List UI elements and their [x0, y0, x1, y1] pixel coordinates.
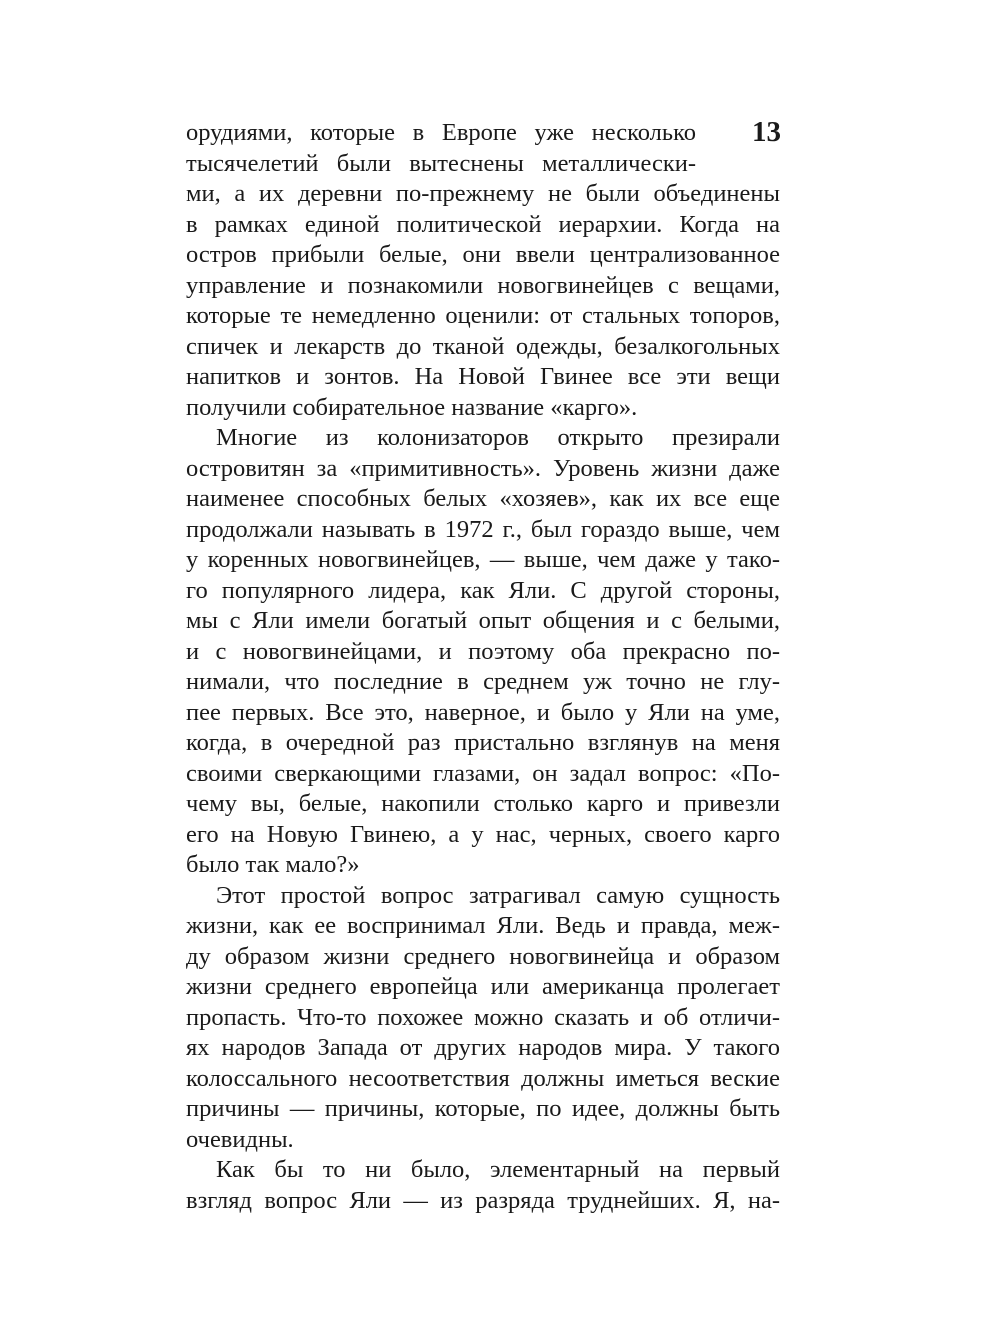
page-number: 13: [752, 116, 781, 148]
paragraph-first-line: Этот простой вопрос затрагивал самую сущность: [216, 881, 780, 909]
text-line: причины — причины, которые, по идее, должны быть: [186, 1095, 780, 1122]
text-line: было так мало?»: [186, 851, 360, 878]
text-line: ду образом жизни среднего новогвинейца и образом: [186, 942, 780, 970]
text-line: которые те немедленно оценили: от стальных топоров,: [186, 302, 780, 329]
text-line: в рамках единой политической иерархии. Когда на: [186, 210, 780, 238]
text-line: жизни среднего европейца или американца пролегает: [186, 973, 780, 1000]
text-line: своими сверкающими глазами, он задал вопрос: «По-: [186, 759, 780, 787]
paragraph-first-line: Многие из колонизаторов открыто презирали: [216, 424, 780, 451]
body-text: [186, 118, 780, 1216]
text-line: очевидны.: [186, 1125, 294, 1153]
text-line: продолжали называть в 1972 г., был гораздо выше, чем: [186, 515, 780, 543]
text-line: наименее способных белых «хозяев», как их все еще: [186, 485, 780, 512]
text-line: го популярного лидера, как Яли. С другой стороны,: [186, 576, 780, 604]
text-line: взгляд вопрос Яли — из разряда труднейших. Я, на-: [186, 1186, 780, 1214]
text-line: ми, а их деревни по-прежнему не были объединены: [186, 180, 780, 207]
text-line: пропасть. Что-то похожее можно сказать и об отличи-: [186, 1003, 780, 1031]
text-line: ях народов Запада от других народов мира. У такого: [186, 1034, 780, 1061]
text-line: нимали, что последние в среднем уж точно не глу-: [186, 668, 780, 695]
text-line: колоссального несоответствия должны иметься веские: [186, 1064, 780, 1092]
text-line: когда, в очередной раз пристально взглянув на меня: [186, 729, 780, 756]
text-line: орудиями, которые в Европе уже несколько: [186, 119, 696, 146]
text-line: островитян за «примитивность». Уровень жизни даже: [186, 454, 780, 482]
text-line: тысячелетий были вытеснены металлически-: [186, 149, 696, 177]
text-line: напитков и зонтов. На Новой Гвинее все эти вещи: [186, 363, 780, 390]
text-line: получили собирательное название «карго».: [186, 393, 638, 421]
text-line: остров прибыли белые, они ввели централизованное: [186, 241, 780, 268]
text-line: управление и познакомили новогвинейцев с вещами,: [186, 271, 780, 299]
text-line: жизни, как ее воспринимал Яли. Ведь и правда, меж-: [186, 912, 780, 939]
text-line: его на Новую Гвинею, а у нас, черных, своего карго: [186, 820, 780, 848]
paragraph-first-line: Как бы то ни было, элементарный на первый: [216, 1156, 780, 1183]
text-line: мы с Яли имели богатый опыт общения и с белыми,: [186, 607, 780, 634]
text-line: чему вы, белые, накопили столько карго и привезли: [186, 790, 780, 817]
text-line: и с новогвинейцами, и поэтому оба прекрасно по-: [186, 637, 780, 665]
text-line: спичек и лекарств до тканой одежды, безалкогольных: [186, 332, 780, 360]
text-line: у коренных новогвинейцев, — выше, чем даже у тако-: [186, 546, 780, 573]
text-line: пее первых. Все это, наверное, и было у Яли на уме,: [186, 698, 780, 726]
